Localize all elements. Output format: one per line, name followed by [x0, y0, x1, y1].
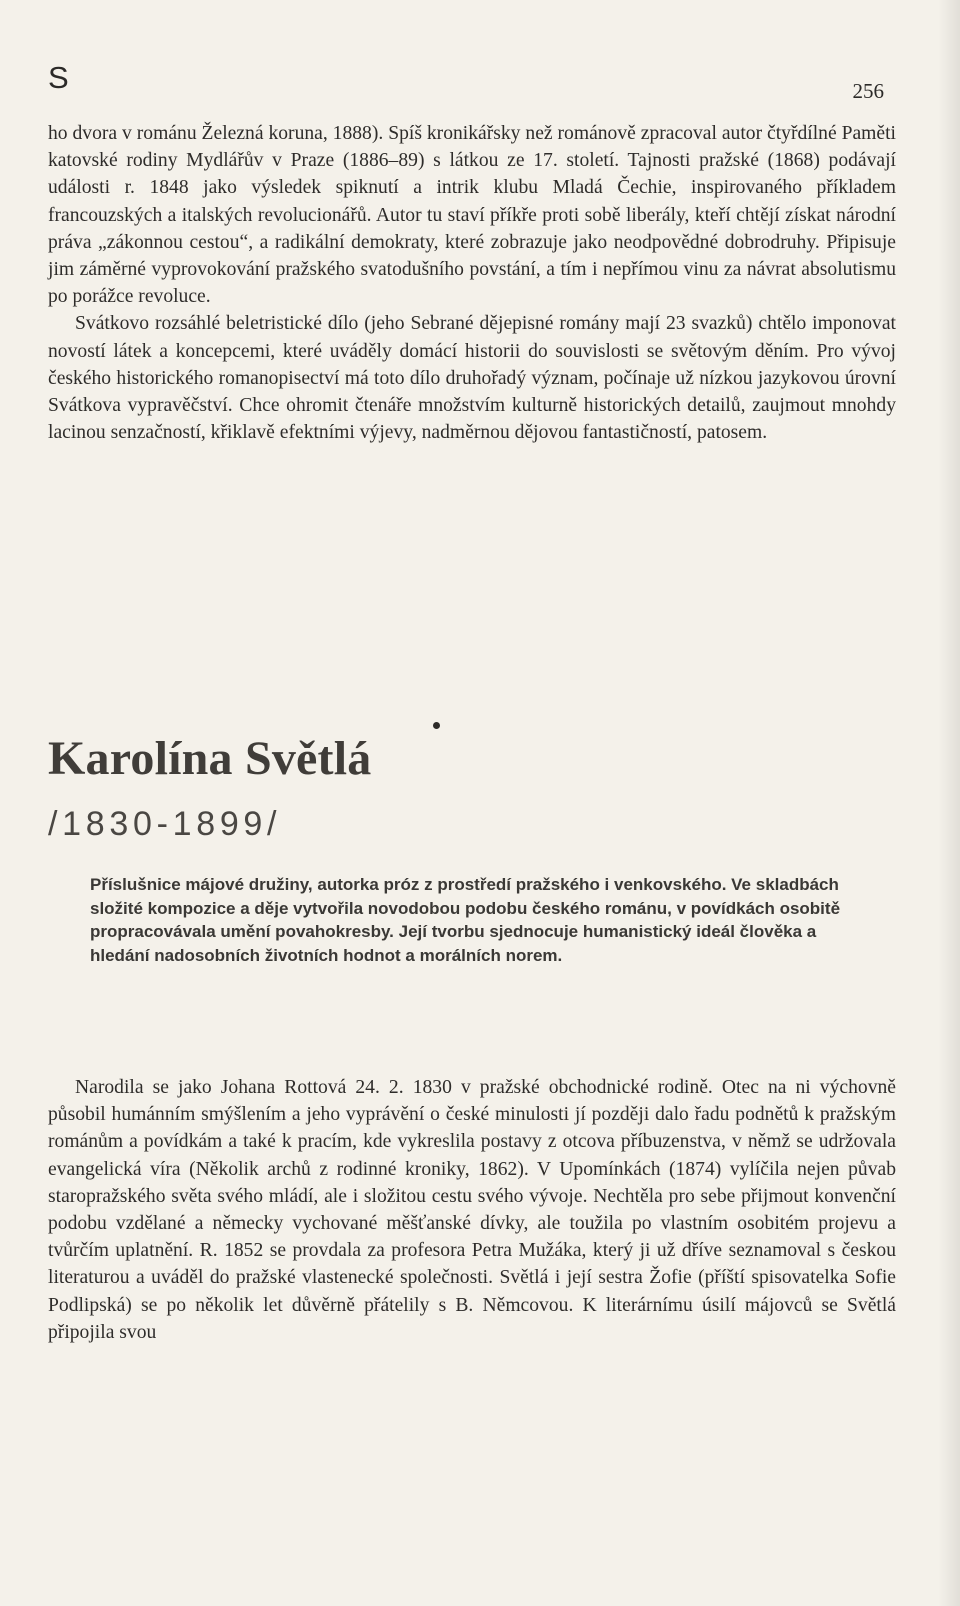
page-number: 256: [852, 79, 884, 103]
ornament-dot: [433, 722, 440, 729]
section-letter: S: [48, 60, 69, 95]
paragraph-svatek-works: Svátkovo rozsáhlé beletristické dílo (jeho Sebrané dějepisné romány mají 23 svazků) chtělo imponovat novostí látek a koncepcemi, které uváděly domácí historii do souvislosti se světovým děním. Pro vývoj českého historického romanopisectví má toto dílo druhořadý význam, počínaje už nízkou jazykovou úrovní Svátkova vypravěčství. Chce ohromit čtenáře množstvím kulturně historických detailů, zaujmout mnohdy lacinou senzačností, křiklavě efektními výjevy, nadměrnou dějovou fantastičností, patosem.: [48, 313, 896, 444]
author-abstract: Příslušnice májové družiny, autorka próz z prostředí pražského i venkovského. Ve skladbách složité kompozice a děje vytvořila novodobou podobu českého románu, v povídkách osobitě propracovávala umění povahokresby. Její tvorbu sjednocuje humanistický ideál člověka a hledání nadosobních životních hodnot a morálních norem.: [90, 875, 841, 966]
paragraph-continued: ho dvora v románu Železná koruna, 1888). Spíš kronikářsky než románově zpracoval autor čtyřdílné Paměti katovské rodiny Mydlářův v Praze (1886–89) s látkou ze 17. století. Tajnosti pražské (1868) podávají události r. 1848 jako výsledek spiknutí a intrik klubu Mladá Čechie, inspirovaného příkladem francouzských a italských revolucionářů. Autor tu staví příkře proti sobě liberály, kteří chtějí získat národní práva „zákonnou cestou“, a radikální demokraty, které zobrazuje jako neodpovědné dobrodruhy. Připisuje jim záměrné vyprovokování pražského svatodušního povstání, a tím i nepřímou vinu za návrat absolutismu po porážce revoluce.: [48, 123, 896, 308]
author-heading: Karolína Světlá: [48, 732, 372, 785]
previous-article-text: [48, 120, 896, 446]
article-body: [48, 1074, 896, 1346]
paragraph-biography: Narodila se jako Johana Rottová 24. 2. 1830 v pražské obchodnické rodině. Otec na ni výchovně působil humánním smýšlením a jeho vyprávění o české minulosti jí později dalo řadu podnětů k pražským románům a povídkám a také k pracím, kde vykreslila postavy z otcova příbuzenstva, v němž se udržovala evangelická víra (Několik archů z rodinné kroniky, 1862). V Upomínkách (1874) vylíčila nejen půvab staropražského světa svého mládí, ale i složitou cestu svého vývoje. Nechtěla pro sebe přijmout konvenční podobu vzdělané a německy vychované měšťanské dívky, ale toužila po vlastním osobitém projevu a tvůrčím uplatnění. R. 1852 se provdala za profesora Petra Mužáka, který ji už dříve seznamoval s českou literaturou a uváděl do pražské vlastenecké společnosti. Světlá i její sestra Žofie (příští spisovatelka Sofie Podlipská) se po několik let důvěrně přátelily s B. Němcovou. K literárnímu úsilí májovců se Světlá připojila svou: [48, 1077, 896, 1343]
author-life-dates: /1830-1899/: [48, 805, 282, 843]
